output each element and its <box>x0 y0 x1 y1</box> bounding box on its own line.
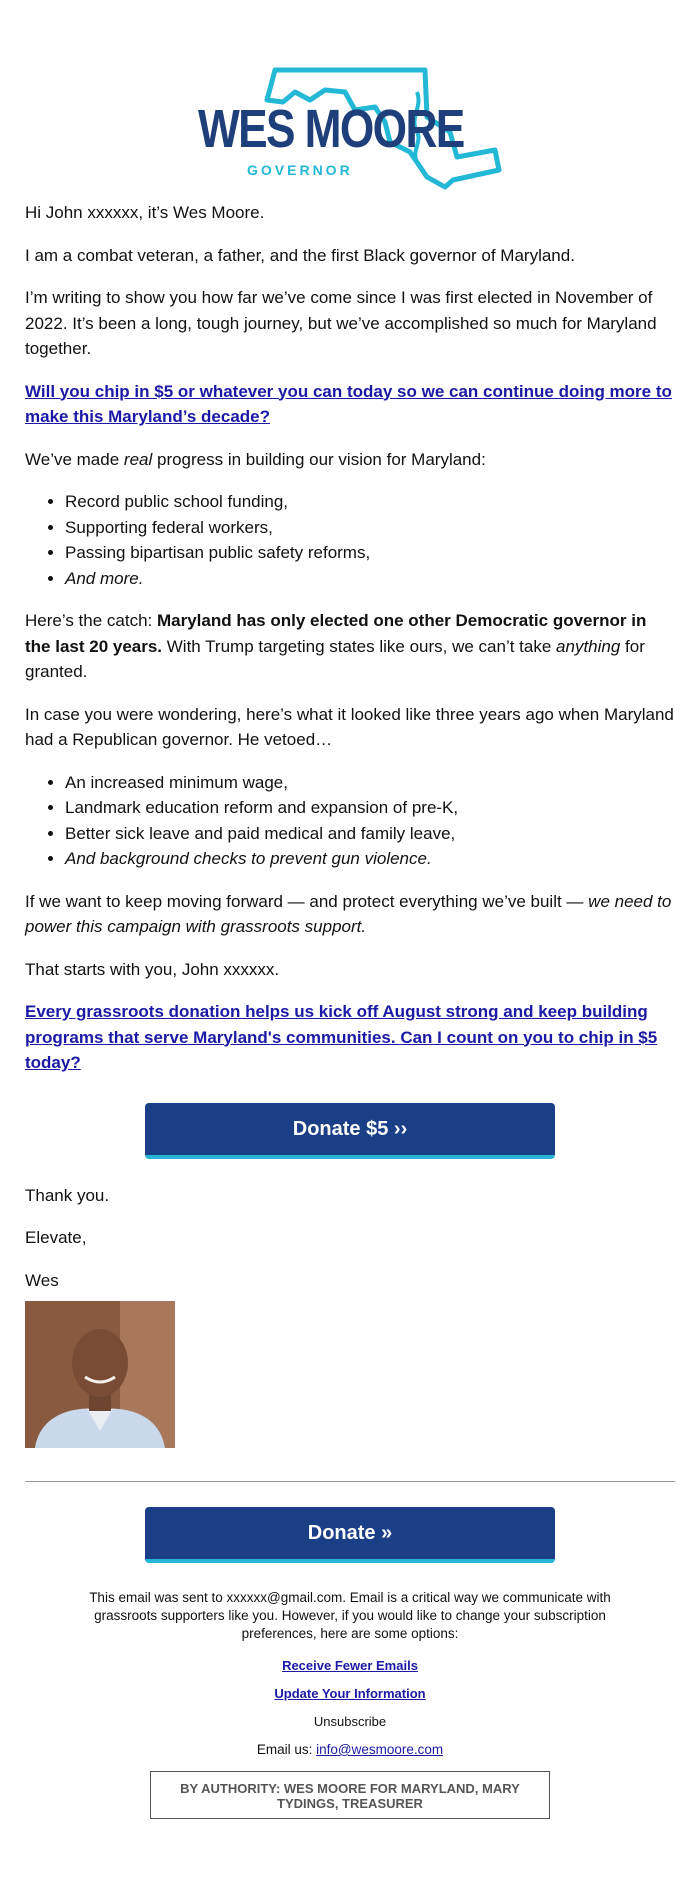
list-item-emphasis: And more. <box>65 568 144 588</box>
list-item-emphasis: And background checks to prevent gun violence. <box>65 849 432 868</box>
portrait-illustration <box>25 1301 175 1448</box>
email-label: Email us: <box>256 1742 317 1757</box>
paragraph-catch <box>25 608 675 685</box>
receive-fewer-emails-link[interactable]: Receive Fewer Emails <box>282 1658 418 1673</box>
unsubscribe-link[interactable]: Unsubscribe <box>313 1714 387 1729</box>
catch-text-start: Here’s the catch: <box>25 611 157 630</box>
footer-divider <box>25 1481 675 1482</box>
email-notice: This email was sent to xxxxxx@gmail.com. Email is a critical way we communicate with grassroots supporters like you. However, if you would like to change your subscription preferences, here are some options: <box>89 1590 611 1641</box>
paragraph-wondering: In case you were wondering, here’s what it looked like three years ago when Maryland had a Republican governor. He vetoed… <box>25 704 674 749</box>
thank-you: Thank you. <box>25 1185 110 1205</box>
authority-disclaimer: BY AUTHORITY: WES MOORE FOR MARYLAND, MARY TYDINGS, TREASURER <box>150 1771 550 1819</box>
list-item: • Supporting federal workers, <box>65 515 675 541</box>
chip-in-link[interactable]: Will you chip in $5 or whatever you can today so we can continue doing more to make this Maryland’s decade? <box>25 381 672 426</box>
list-item <box>65 846 675 872</box>
catch-emphasis: anything <box>556 636 621 656</box>
wes-moore-photo <box>25 1301 175 1448</box>
campaign-logo <box>0 0 700 200</box>
list-item: • Record public school funding, <box>65 489 675 515</box>
email-address-link[interactable]: info@wesmoore.com <box>316 1742 444 1757</box>
logo-name: WES MOORE <box>198 99 464 159</box>
paragraph-progress <box>25 447 675 473</box>
greeting: Hi John xxxxxx, it’s Wes Moore. <box>25 203 265 222</box>
list-item: • Passing bipartisan public safety reforms, <box>65 540 675 566</box>
catch-bold: Maryland has only elected one other Democratic governor in the last 20 years. <box>25 611 647 656</box>
progress-list <box>25 489 675 591</box>
grassroots-donation-link[interactable]: Every grassroots donation helps us kick off August strong and keep building programs that serve Maryland's communities. Can I count on you to chip in $5 today? <box>25 1002 658 1072</box>
progress-text-start: We’ve made <box>25 449 124 469</box>
paragraph-journey: I’m writing to show you how far we’ve come since I was first elected in November of 2022. It’s been a long, tough journey, but we’ve accomplished so much for Maryland together. <box>25 288 657 358</box>
progress-text-end: progress in building our vision for Maryland: <box>152 449 486 469</box>
footer <box>0 1507 700 1819</box>
email-body <box>0 200 700 1448</box>
forward-emphasis: we need to power this campaign with grassroots support. <box>25 891 672 936</box>
paragraph-starts: That starts with you, John xxxxxx. <box>25 959 280 979</box>
update-information-link[interactable]: Update Your Information <box>274 1686 426 1701</box>
forward-text: If we want to keep moving forward — and protect everything we’ve built — <box>25 891 589 911</box>
catch-text-end: for granted. <box>25 636 645 681</box>
email-us <box>0 1741 700 1759</box>
list-item: • Better sick leave and paid medical and family leave, <box>65 821 675 847</box>
list-item: • An increased minimum wage, <box>65 770 675 796</box>
list-item: • Landmark education reform and expansion of pre-K, <box>65 795 675 821</box>
list-item <box>65 566 675 592</box>
paragraph-forward <box>25 889 675 940</box>
catch-text-mid: With Trump targeting states like ours, we can’t take <box>162 636 557 656</box>
donate-button[interactable]: Donate » <box>145 1507 555 1563</box>
signature: Wes <box>25 1270 59 1290</box>
paragraph-intro: I am a combat veteran, a father, and the first Black governor of Maryland. <box>25 245 575 265</box>
logo-subtitle: GOVERNOR <box>247 162 353 178</box>
progress-emphasis: real <box>123 449 153 469</box>
sign-off: Elevate, <box>25 1228 87 1247</box>
veto-list <box>25 770 675 872</box>
donate-5-button[interactable]: Donate $5 ›› <box>145 1103 555 1159</box>
